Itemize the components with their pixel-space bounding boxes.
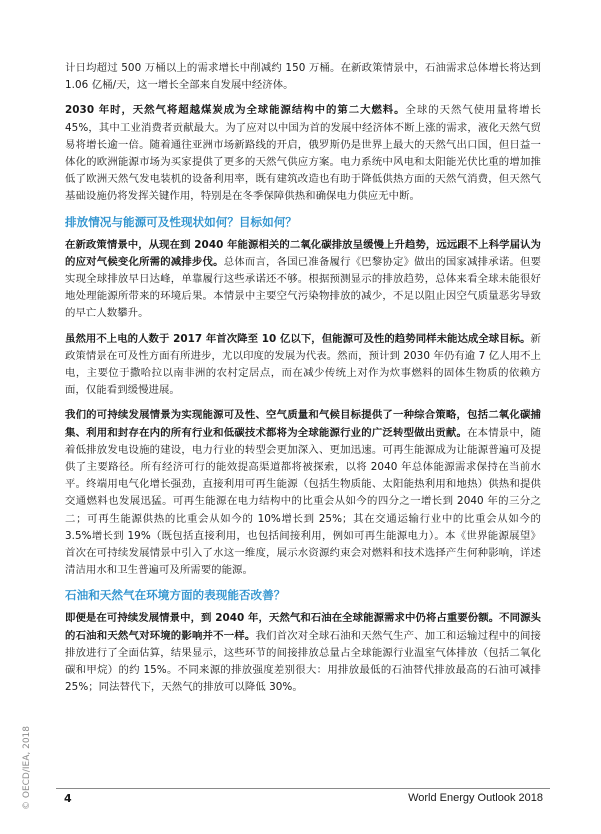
publication-title: World Energy Outlook 2018: [408, 792, 543, 804]
paragraph-5-lead: 我们的可持续发展情景为实现能源可及性、空气质量和气候目标提供了一种综合策略，包括二氧化碳捕集、利用和封存在内的所有行业和低碳技术都将为全球能源行业的广泛转型做出贡献。: [65, 409, 541, 439]
paragraph-5-text: 在本情景中，随着低排放发电设施的建设，电力行业的转型会更加深入、更加迅速。可再生能源成为让能源普遍可及提供了主要路径。所有经济可行的能效提高渠道都将被探索，以将 2040 年总体能源需求保持在当前水平。终端用电气化增长强劲，直接利用可再生能源（包括生物质能、太阳能热利用和地热）供热和提供交通燃料也发展迅猛。可再生能源在电力结构中的比重会从如今的四分之一增长到 2040 年的三分之二；可再生能源供热的比重会从如今的 10%增长到 25%；其在交通运输行业中的比重会从如今的 3.5%增长到 19%（既包括直接利用，也包括间接利用，例如可再生能源电力）。本《世界能源展望》首次在可持续发展情景中引入了水这一维度，展示水资源约束会对燃料和技术选择产生何种影响，详述清洁用水和卫生普遍可及所需要的能源。: [65, 426, 541, 577]
paragraph-2: [65, 102, 541, 205]
paragraph-4: [65, 331, 541, 400]
paragraph-2-text: 全球的天然气使用量将增长 45%，其中工业消费者贡献最大。为了应对以中国为首的发展中经济体不断上涨的需求，液化天然气贸易将增长逾一倍。随着通往亚洲市场新路线的开启，俄罗斯仍是世界上最大的天然气出口国，但日益一体化的欧洲能源市场为买家提供了更多的天然气供应方案。电力系统中风电和太阳能光伏比重的增加推低了欧洲天然气发电装机的设备利用率，既有建筑改造也有助于降低供热方面的天然气消费，但天然气基础设施仍将发挥关键作用，特别是在冬季保障供热和确保电力供应无中断。: [65, 104, 541, 203]
paragraph-4-text: 新政策情景在可及性方面有所进步，尤以印度的发展为代表。然而，预计到 2030 年仍有逾 7 亿人用不上电，主要位于撒哈拉以南非洲的农村定居点，而在减少传统上对作为炊事燃料的固体生物质的依赖方面，仅能看到缓慢进展。: [65, 332, 541, 397]
paragraph-4-lead: 虽然用不上电的人数于 2017 年首次降至 10 亿以下，但能源可及性的趋势同样未能达成全球目标。: [65, 332, 531, 345]
paragraph-3-lead: 在新政策情景中，从现在到 2040 年能源相关的二氧化碳排放呈缓慢上升趋势，远远跟不上科学届认为的应对气候变化所需的减排步伐。: [65, 238, 541, 268]
footer-divider: [56, 788, 550, 789]
paragraph-1-text: 计日均超过 500 万桶以上的需求增长中削减约 150 万桶。在新政策情景中，石油需求总体增长将达到 1.06 亿桶/天，这一增长全部来自发展中经济体。: [65, 62, 541, 92]
copyright-notice: © OECD/IEA, 2018: [22, 725, 32, 810]
paragraph-2-lead: 2030 年时，天然气将超越煤炭成为全球能源结构中的第二大燃料。: [65, 104, 406, 117]
paragraph-3-text: 总体而言，各国已准备履行《巴黎协定》做出的国家减排承诺。但要实现全球排放早日达峰，单靠履行这些承诺还不够。根据预测显示的排放趋势，总体来看全球未能很好地处理能源所带来的环境后果。本情景中主要空气污染物排放的减少，不足以阻止因空气质量恶劣导致的早亡人数攀升。: [65, 255, 542, 320]
paragraph-6: [65, 610, 541, 696]
section-heading-oil-gas: 石油和天然气在环境方面的表现能否改善？: [65, 588, 286, 603]
page-content: [65, 60, 541, 697]
paragraph-5: [65, 407, 541, 579]
page-number: 4: [64, 792, 72, 805]
section-heading-emissions: 排放情况与能源可及性现状如何？目标如何？: [65, 214, 297, 229]
paragraph-6-lead: 即便是在可持续发展情景中，到 2040 年，天然气和石油在全球能源需求中仍将占重要份额。不同源头的石油和天然气对环境的影响并不一样。: [65, 612, 541, 642]
paragraph-3: [65, 237, 541, 323]
paragraph-1: [65, 60, 541, 94]
paragraph-6-text: 我们首次对全球石油和天然气生产、加工和运输过程中的间接排放进行了全面估算，结果显示，这些环节的间接排放总量占全球能源行业温室气体排放（包括二氧化碳和甲烷）的约 15%。不同来源的排放强度差别很大：用排放最低的石油替代排放最高的石油可减排 25%；同法替代下，天然气的排放可以降低 30%。: [65, 629, 541, 694]
